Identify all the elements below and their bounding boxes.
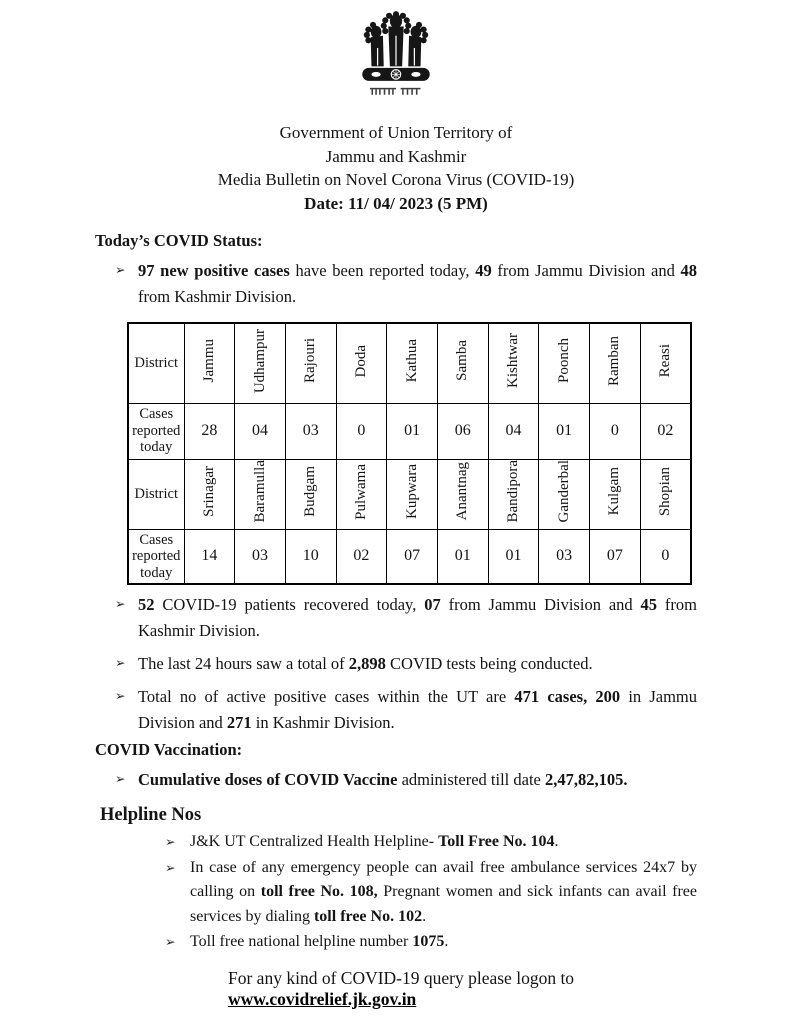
text-segment: in Kashmir Division. xyxy=(251,713,395,732)
arrow-bullet-icon: ➢ xyxy=(115,655,126,670)
district-name-cell xyxy=(285,323,336,403)
district-name-cell xyxy=(539,459,590,529)
india-national-emblem-icon xyxy=(350,8,442,114)
text-segment: from Jammu Division and xyxy=(440,595,641,614)
footer-query-line xyxy=(228,968,697,1010)
district-name-cell xyxy=(488,459,539,529)
bullet-item xyxy=(95,830,697,855)
district-name-rotated: Bandipora xyxy=(504,460,521,523)
bullet-item xyxy=(95,651,697,677)
status-bullets-after-table xyxy=(95,592,697,736)
footer-text: For any kind of COVID-19 query please logon to xyxy=(228,967,575,988)
district-name-cell xyxy=(437,323,488,403)
bullet-text xyxy=(190,930,697,955)
table-row-2 xyxy=(128,403,691,459)
cases-value-cell: 04 xyxy=(235,403,286,459)
district-name-rotated: Kupwara xyxy=(403,464,420,519)
district-name-rotated: Ganderbal xyxy=(555,460,572,523)
cases-value-cell: 0 xyxy=(590,403,641,459)
district-name-rotated: Doda xyxy=(352,344,369,377)
text-segment: 271 xyxy=(226,713,252,732)
text-segment: The last 24 hours saw a total of xyxy=(138,654,349,673)
cases-value-cell: 06 xyxy=(437,403,488,459)
text-segment: toll free No. 102 xyxy=(313,907,423,925)
bullet-item xyxy=(95,930,697,955)
district-name-rotated: Budgam xyxy=(302,466,319,517)
text-segment: toll free No. 108, xyxy=(260,883,378,900)
district-name-cell xyxy=(184,459,235,529)
status-bullets-before-table xyxy=(95,258,697,310)
bullet-item xyxy=(95,684,697,736)
bulletin-date: Date: 11/ 04/ 2023 (5 PM) xyxy=(304,193,488,213)
district-name-rotated: Jammu xyxy=(200,339,217,383)
district-name-cell xyxy=(590,459,641,529)
table-row-3 xyxy=(128,459,691,529)
text-segment: 471 cases, 200 xyxy=(514,687,621,706)
arrow-bullet-icon: ➢ xyxy=(165,934,176,949)
cases-value-cell: 03 xyxy=(539,529,590,584)
cases-value-cell: 10 xyxy=(285,529,336,584)
bulletin-title: Media Bulletin on Novel Corona Virus (COVID-19) xyxy=(217,170,575,189)
cases-value-cell: 28 xyxy=(184,403,235,459)
bullet-text xyxy=(138,767,697,793)
row-label-cell: Cases reported today xyxy=(128,403,184,459)
bullet-text xyxy=(138,684,697,736)
district-name-cell xyxy=(640,459,691,529)
row-label-cell: District xyxy=(128,459,184,529)
cases-value-cell: 03 xyxy=(285,403,336,459)
satyameva-jayate-caption xyxy=(370,88,421,95)
text-segment: 97 new positive cases xyxy=(138,261,290,280)
district-name-cell xyxy=(387,323,438,403)
bullet-item xyxy=(95,258,697,310)
bullet-text xyxy=(138,651,697,677)
district-name-cell xyxy=(235,459,286,529)
bullet-text xyxy=(138,258,697,310)
arrow-bullet-icon: ➢ xyxy=(115,262,126,277)
cases-value-cell: 01 xyxy=(387,403,438,459)
text-segment: Pregnant women and sick infants can avail free services by dialing xyxy=(190,883,697,925)
district-name-rotated: Srinagar xyxy=(200,466,217,517)
text-segment: from Jammu Division and xyxy=(491,261,681,280)
district-name-rotated: Udhampur xyxy=(251,328,268,393)
cases-value-cell: 01 xyxy=(488,529,539,584)
text-segment: 52 xyxy=(138,595,155,614)
bullet-item xyxy=(95,767,697,793)
bullet-text xyxy=(138,592,697,644)
text-segment: 07 xyxy=(424,595,441,614)
text-segment: COVID-19 patients recovered today, xyxy=(154,595,425,614)
text-segment: Cumulative doses of COVID Vaccine xyxy=(138,770,398,789)
bullet-text xyxy=(190,830,697,855)
district-name-cell xyxy=(640,323,691,403)
cases-value-cell: 07 xyxy=(590,529,641,584)
cases-value-cell: 14 xyxy=(184,529,235,584)
cases-value-cell: 02 xyxy=(336,529,387,584)
text-segment: 49 xyxy=(475,261,492,280)
text-segment: J&K UT Centralized Health Helpline- xyxy=(190,833,439,850)
text-segment: Total no of active positive cases within the UT are xyxy=(138,687,515,706)
cases-value-cell: 01 xyxy=(539,403,590,459)
text-segment: Toll free national helpline number xyxy=(190,933,413,950)
org-title-line1: Government of Union Territory of xyxy=(279,123,513,142)
arrow-bullet-icon: ➢ xyxy=(165,834,176,849)
text-segment: 45 xyxy=(640,595,658,614)
arrow-bullet-icon: ➢ xyxy=(115,771,126,786)
district-name-rotated: Ramban xyxy=(606,335,623,386)
district-name-rotated: Reasi xyxy=(656,344,673,378)
bullet-text xyxy=(190,856,697,930)
text-segment: Toll Free No. 104 xyxy=(438,833,555,850)
table-row-1 xyxy=(128,323,691,403)
table-row-4 xyxy=(128,529,691,584)
org-title-line2: Jammu and Kashmir xyxy=(325,146,467,166)
bulletin-content xyxy=(0,231,792,1010)
text-segment: 2,47,82,105. xyxy=(544,770,628,789)
arrow-bullet-icon: ➢ xyxy=(115,688,126,703)
title-block xyxy=(0,121,792,215)
text-segment: from Kashmir Division. xyxy=(138,595,697,640)
cases-value-cell: 0 xyxy=(336,403,387,459)
text-segment: in Jammu Division and xyxy=(138,687,698,732)
district-name-rotated: Rajouri xyxy=(302,338,319,384)
helpline-bullets xyxy=(95,830,697,955)
text-segment: 2,898 xyxy=(348,654,386,673)
district-name-rotated: Anantnag xyxy=(454,462,471,521)
row-label-cell: District xyxy=(128,323,184,403)
cases-value-cell: 01 xyxy=(437,529,488,584)
text-segment: administered till date xyxy=(397,770,545,789)
text-segment: In case of any emergency people can avail free ambulance services 24x7 by calling on xyxy=(190,858,697,900)
district-cases-table xyxy=(127,322,692,585)
district-name-rotated: Poonch xyxy=(555,338,572,384)
covid-status-heading: Today’s COVID Status: xyxy=(95,231,263,250)
cases-value-cell: 0 xyxy=(640,529,691,584)
text-segment: COVID tests being conducted. xyxy=(385,654,593,673)
district-name-cell xyxy=(539,323,590,403)
covidrelief-link[interactable]: www.covidrelief.jk.gov.in xyxy=(228,988,417,1009)
text-segment: 1075 xyxy=(412,933,445,950)
district-name-rotated: Shopian xyxy=(656,466,673,517)
arrow-bullet-icon: ➢ xyxy=(115,596,126,611)
bullet-item xyxy=(95,592,697,644)
cases-value-cell: 02 xyxy=(640,403,691,459)
text-segment: . xyxy=(422,907,427,925)
district-name-cell xyxy=(184,323,235,403)
district-name-cell xyxy=(235,323,286,403)
district-name-cell xyxy=(285,459,336,529)
text-segment: have been reported today, xyxy=(289,261,476,280)
text-segment: . xyxy=(554,833,559,850)
row-label-cell: Cases reported today xyxy=(128,529,184,584)
district-name-rotated: Kulgam xyxy=(606,467,623,516)
helpline-heading: Helpline Nos xyxy=(100,805,202,825)
district-name-cell xyxy=(590,323,641,403)
bullet-item xyxy=(95,856,697,930)
vaccination-heading: COVID Vaccination: xyxy=(95,740,243,759)
district-name-rotated: Baramulla xyxy=(251,460,268,523)
district-name-cell xyxy=(336,459,387,529)
cases-value-cell: 07 xyxy=(387,529,438,584)
bulletin-header xyxy=(0,8,792,215)
district-name-cell xyxy=(387,459,438,529)
vaccination-bullets xyxy=(95,767,697,793)
district-name-rotated: Samba xyxy=(454,340,471,382)
text-segment: . xyxy=(444,933,449,950)
cases-value-cell: 03 xyxy=(235,529,286,584)
district-name-rotated: Pulwama xyxy=(352,463,369,520)
district-name-cell xyxy=(488,323,539,403)
district-name-cell xyxy=(437,459,488,529)
arrow-bullet-icon: ➢ xyxy=(165,859,176,875)
text-segment: 48 xyxy=(680,261,697,280)
district-name-rotated: Kathua xyxy=(403,339,420,383)
text-segment: from Kashmir Division. xyxy=(138,287,297,306)
district-name-rotated: Kishtwar xyxy=(504,333,521,389)
district-name-cell xyxy=(336,323,387,403)
cases-value-cell: 04 xyxy=(488,403,539,459)
